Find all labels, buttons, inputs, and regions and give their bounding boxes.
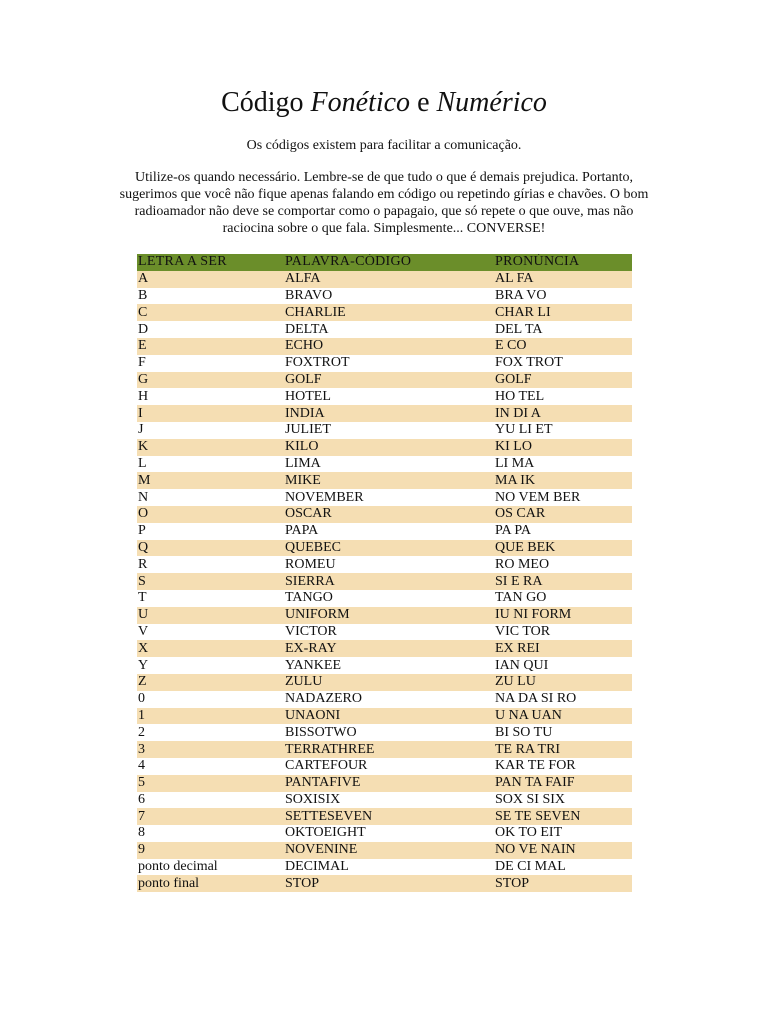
cell-letra: E [137,338,284,355]
cell-palavra-codigo: OKTOEIGHT [284,825,494,842]
cell-pronuncia: TAN GO [494,590,632,607]
title-word-codigo: Código [221,87,311,118]
cell-pronuncia: DEL TA [494,321,632,338]
cell-pronuncia: FOX TROT [494,355,632,372]
cell-pronuncia: PA PA [494,523,632,540]
cell-pronuncia: SE TE SEVEN [494,808,632,825]
table-row [137,271,632,288]
cell-pronuncia: NO VE NAIN [494,842,632,859]
cell-palavra-codigo: NADAZERO [284,691,494,708]
cell-pronuncia: MA IK [494,472,632,489]
table-row [137,691,632,708]
table-row [137,321,632,338]
table-row [137,708,632,725]
cell-palavra-codigo: ZULU [284,674,494,691]
cell-palavra-codigo: LIMA [284,456,494,473]
table-row [137,875,632,892]
cell-letra: A [137,271,284,288]
table-row [137,456,632,473]
cell-palavra-codigo: QUEBEC [284,540,494,557]
table-header [137,254,632,271]
table-row [137,624,632,641]
table-row [137,540,632,557]
table-row [137,556,632,573]
cell-pronuncia: NO VEM BER [494,489,632,506]
cell-letra: H [137,388,284,405]
cell-pronuncia: EX REI [494,640,632,657]
intro-paragraph: Utilize-os quando necessário. Lembre-se de que tudo o que é demais prejudica. Portanto, sugerimos que você não fique apenas falando em código ou repetindo gírias e chavões. O bom radioamador não deve se comportar como o papagaio, que só repete o que ouve, mas não raciocina sobre o que fala. Simplesmente... CONVERSE! [119,170,649,236]
table-row [137,506,632,523]
cell-pronuncia: AL FA [494,271,632,288]
cell-letra: Q [137,540,284,557]
table-row [137,439,632,456]
cell-pronuncia: LI MA [494,456,632,473]
cell-letra: T [137,590,284,607]
cell-palavra-codigo: PAPA [284,523,494,540]
cell-letra: 0 [137,691,284,708]
cell-letra: Z [137,674,284,691]
table-row [137,422,632,439]
cell-palavra-codigo: DELTA [284,321,494,338]
table-row [137,741,632,758]
cell-palavra-codigo: CHARLIE [284,304,494,321]
cell-pronuncia: STOP [494,875,632,892]
cell-palavra-codigo: EX-RAY [284,640,494,657]
table-row [137,355,632,372]
cell-palavra-codigo: BISSOTWO [284,724,494,741]
cell-letra: F [137,355,284,372]
cell-palavra-codigo: JULIET [284,422,494,439]
cell-letra: G [137,372,284,389]
table-row [137,288,632,305]
cell-pronuncia: YU LI ET [494,422,632,439]
cell-pronuncia: SOX SI SIX [494,792,632,809]
cell-letra: 1 [137,708,284,725]
cell-pronuncia: OS CAR [494,506,632,523]
cell-pronuncia: CHAR LI [494,304,632,321]
table-row [137,657,632,674]
cell-palavra-codigo: NOVENINE [284,842,494,859]
cell-letra: M [137,472,284,489]
cell-pronuncia: GOLF [494,372,632,389]
cell-pronuncia: E CO [494,338,632,355]
cell-letra: X [137,640,284,657]
cell-letra: V [137,624,284,641]
cell-palavra-codigo: TERRATHREE [284,741,494,758]
cell-palavra-codigo: INDIA [284,405,494,422]
table-row [137,775,632,792]
cell-palavra-codigo: SIERRA [284,573,494,590]
cell-pronuncia: OK TO EIT [494,825,632,842]
cell-letra: 2 [137,724,284,741]
cell-letra: 7 [137,808,284,825]
table-row [137,640,632,657]
cell-pronuncia: QUE BEK [494,540,632,557]
cell-palavra-codigo: UNAONI [284,708,494,725]
cell-pronuncia: ZU LU [494,674,632,691]
cell-letra: 3 [137,741,284,758]
cell-letra: I [137,405,284,422]
cell-pronuncia: DE CI MAL [494,859,632,876]
cell-letra: L [137,456,284,473]
cell-palavra-codigo: STOP [284,875,494,892]
header-letra: LETRA A SER [138,254,227,270]
cell-palavra-codigo: GOLF [284,372,494,389]
title-word-e: e [410,87,437,118]
cell-pronuncia: NA DA SI RO [494,691,632,708]
cell-letra: ponto decimal [137,859,284,876]
cell-letra: 5 [137,775,284,792]
cell-letra: 8 [137,825,284,842]
cell-letra: 9 [137,842,284,859]
header-palavra-codigo: PALAVRA-CÓDIGO [285,254,412,270]
cell-palavra-codigo: MIKE [284,472,494,489]
cell-letra: S [137,573,284,590]
cell-pronuncia: KI LO [494,439,632,456]
cell-letra: K [137,439,284,456]
cell-pronuncia: SI E RA [494,573,632,590]
table-row [137,758,632,775]
table-body [137,271,632,892]
table-row [137,825,632,842]
cell-palavra-codigo: ECHO [284,338,494,355]
cell-pronuncia: KAR TE FOR [494,758,632,775]
cell-pronuncia: VIC TOR [494,624,632,641]
cell-pronuncia: BI SO TU [494,724,632,741]
cell-letra: P [137,523,284,540]
cell-letra: ponto final [137,875,284,892]
title-word-fonetico: Fonético [310,87,411,118]
cell-pronuncia: BRA VO [494,288,632,305]
cell-letra: C [137,304,284,321]
cell-pronuncia: PAN TA FAIF [494,775,632,792]
cell-palavra-codigo: VICTOR [284,624,494,641]
header-pronuncia: PRONÚNCIA [495,254,580,270]
table-row [137,489,632,506]
cell-palavra-codigo: SOXISIX [284,792,494,809]
title-word-numerico: Numérico [436,87,547,118]
cell-pronuncia: U NA UAN [494,708,632,725]
subtitle: Os códigos existem para facilitar a comunicação. [246,138,522,153]
cell-pronuncia: RO MEO [494,556,632,573]
cell-letra: Y [137,657,284,674]
cell-palavra-codigo: DECIMAL [284,859,494,876]
cell-palavra-codigo: HOTEL [284,388,494,405]
cell-palavra-codigo: NOVEMBER [284,489,494,506]
cell-letra: 4 [137,758,284,775]
cell-palavra-codigo: ALFA [284,271,494,288]
cell-palavra-codigo: PANTAFIVE [284,775,494,792]
table-row [137,523,632,540]
cell-letra: U [137,607,284,624]
cell-palavra-codigo: ROMEU [284,556,494,573]
cell-letra: O [137,506,284,523]
table-row [137,842,632,859]
cell-palavra-codigo: OSCAR [284,506,494,523]
cell-letra: J [137,422,284,439]
table-row [137,859,632,876]
cell-palavra-codigo: TANGO [284,590,494,607]
cell-letra: 6 [137,792,284,809]
cell-palavra-codigo: KILO [284,439,494,456]
cell-pronuncia: TE RA TRI [494,741,632,758]
cell-pronuncia: IAN QUI [494,657,632,674]
table-row [137,472,632,489]
table-header-row [137,254,632,271]
cell-pronuncia: IN DI A [494,405,632,422]
cell-palavra-codigo: SETTESEVEN [284,808,494,825]
table-row [137,607,632,624]
table-row [137,338,632,355]
table-row [137,388,632,405]
table-row [137,590,632,607]
cell-palavra-codigo: UNIFORM [284,607,494,624]
cell-palavra-codigo: FOXTROT [284,355,494,372]
table-row [137,405,632,422]
table-row [137,792,632,809]
cell-letra: R [137,556,284,573]
table-row [137,304,632,321]
cell-pronuncia: HO TEL [494,388,632,405]
cell-pronuncia: IU NI FORM [494,607,632,624]
table-row [137,808,632,825]
cell-letra: B [137,288,284,305]
cell-palavra-codigo: CARTEFOUR [284,758,494,775]
table-row [137,573,632,590]
cell-palavra-codigo: BRAVO [284,288,494,305]
table-row [137,372,632,389]
table-row [137,724,632,741]
cell-letra: D [137,321,284,338]
cell-letra: N [137,489,284,506]
page-title [0,84,768,122]
cell-palavra-codigo: YANKEE [284,657,494,674]
phonetic-code-table [137,254,632,892]
table-row [137,674,632,691]
